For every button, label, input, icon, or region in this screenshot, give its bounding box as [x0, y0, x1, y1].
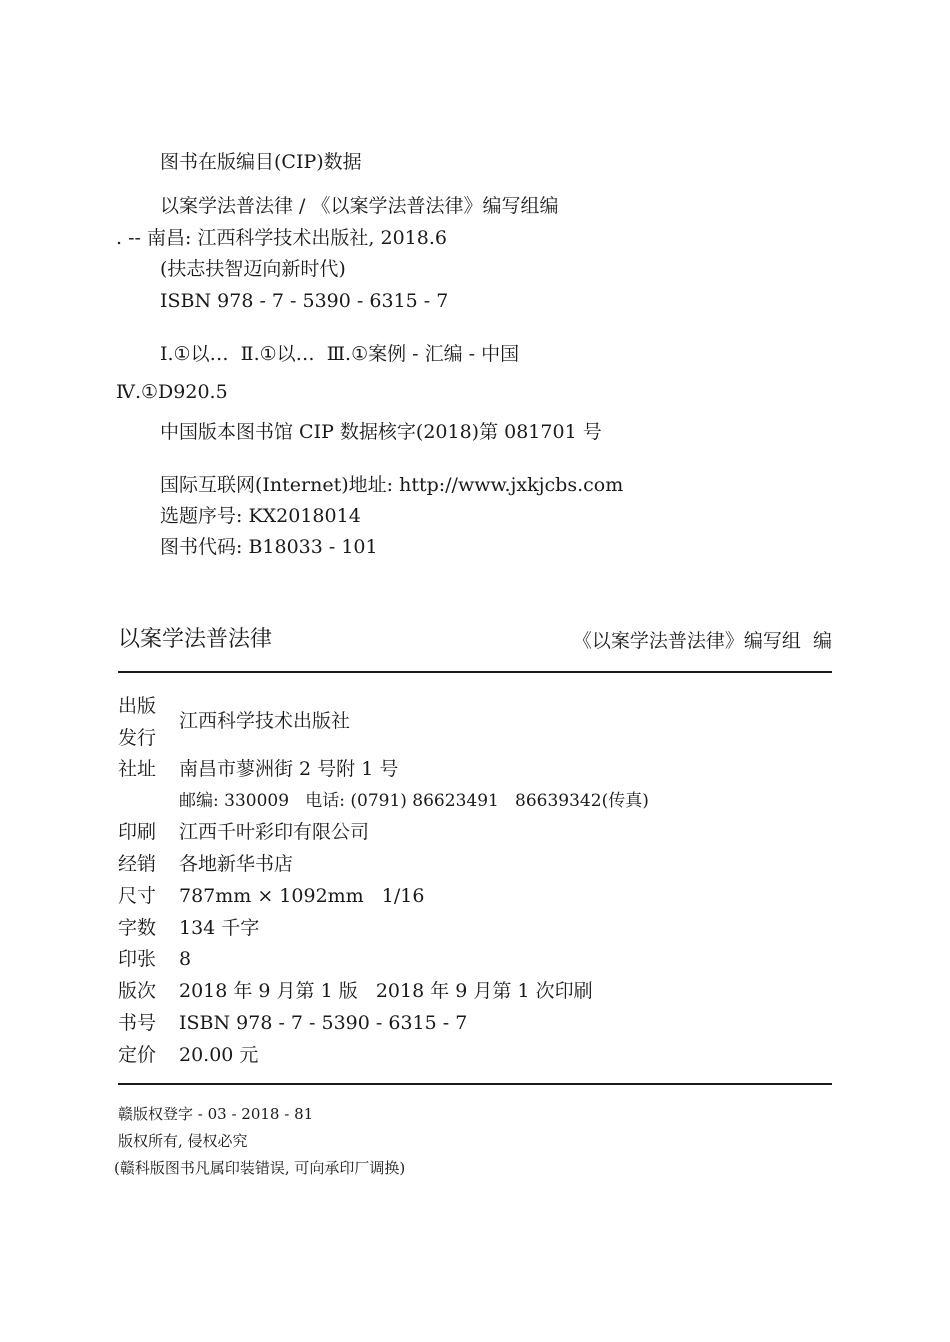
- isbn-value: ISBN 978 - 7 - 5390 - 6315 - 7: [179, 1012, 468, 1034]
- printer-label: 印刷: [118, 821, 157, 843]
- wordcount-value: 134 千字: [179, 917, 260, 939]
- size-row: [118, 881, 425, 911]
- price-value: 20.00 元: [179, 1044, 259, 1066]
- printer-value: 江西千叶彩印有限公司: [179, 821, 370, 843]
- size-value: 787mm × 1092mm 1/16: [179, 885, 425, 907]
- price-row: [118, 1040, 259, 1070]
- sheets-row: [118, 944, 192, 974]
- cip-subjects-line1: Ⅰ.①以… Ⅱ.①以… Ⅲ.①案例 - 汇编 - 中国: [160, 343, 520, 365]
- isbn-label: 书号: [118, 1012, 157, 1034]
- wordcount-label: 字数: [118, 917, 157, 939]
- bottom-divider: [118, 1083, 832, 1085]
- printing-error-notice: (赣科版图书凡属印装错误, 可向承印厂调换): [114, 1159, 406, 1177]
- address-label: 社址: [118, 758, 157, 780]
- address-row: [118, 754, 399, 784]
- registration-number: 赣版权登字 - 03 - 2018 - 81: [118, 1105, 314, 1123]
- cip-entry-line2: . -- 南昌: 江西科学技术出版社, 2018.6: [116, 227, 447, 249]
- topic-number: 选题序号: KX2018014: [160, 505, 361, 527]
- sheets-label: 印张: [118, 948, 157, 970]
- cip-verification: 中国版本图书馆 CIP 数据核字(2018)第 081701 号: [160, 421, 602, 443]
- book-code: 图书代码: B18033 - 101: [160, 536, 378, 558]
- isbn-row: [118, 1008, 468, 1038]
- edition-row: [118, 976, 593, 1006]
- contact-info: 邮编: 330009 电话: (0791) 86623491 86639342(传真): [179, 791, 649, 811]
- edition-value: 2018 年 9 月第 1 版 2018 年 9 月第 1 次印刷: [179, 980, 593, 1002]
- distributor-label: 经销: [118, 853, 157, 875]
- wordcount-row: [118, 913, 260, 943]
- price-label: 定价: [118, 1044, 157, 1066]
- address-value: 南昌市蓼洲街 2 号附 1 号: [179, 758, 399, 780]
- edition-label: 版次: [118, 980, 157, 1002]
- cip-subjects-line2: Ⅳ.①D920.5: [116, 381, 228, 403]
- publisher-label-1: 出版: [118, 695, 157, 717]
- cip-heading: 图书在版编目(CIP)数据: [160, 151, 362, 173]
- internet-address: 国际互联网(Internet)地址: http://www.jxkjcbs.com: [160, 474, 624, 496]
- book-author: 《以案学法普法律》编写组 编: [572, 630, 832, 652]
- distributor-row: [118, 849, 294, 879]
- top-divider: [118, 671, 832, 673]
- distributor-value: 各地新华书店: [179, 853, 294, 875]
- cip-series: (扶志扶智迈向新时代): [160, 258, 346, 280]
- book-title: 以案学法普法律: [118, 627, 273, 652]
- cip-entry-line1: 以案学法普法律 / 《以案学法普法律》编写组编: [160, 195, 559, 217]
- publisher-value: 江西科学技术出版社: [179, 710, 351, 732]
- printer-row: [118, 817, 370, 847]
- size-label: 尺寸: [118, 885, 157, 907]
- rights-notice: 版权所有, 侵权必究: [118, 1132, 248, 1150]
- publisher-label-2: 发行: [118, 727, 157, 749]
- sheets-value: 8: [179, 948, 192, 970]
- cip-isbn: ISBN 978 - 7 - 5390 - 6315 - 7: [160, 290, 449, 312]
